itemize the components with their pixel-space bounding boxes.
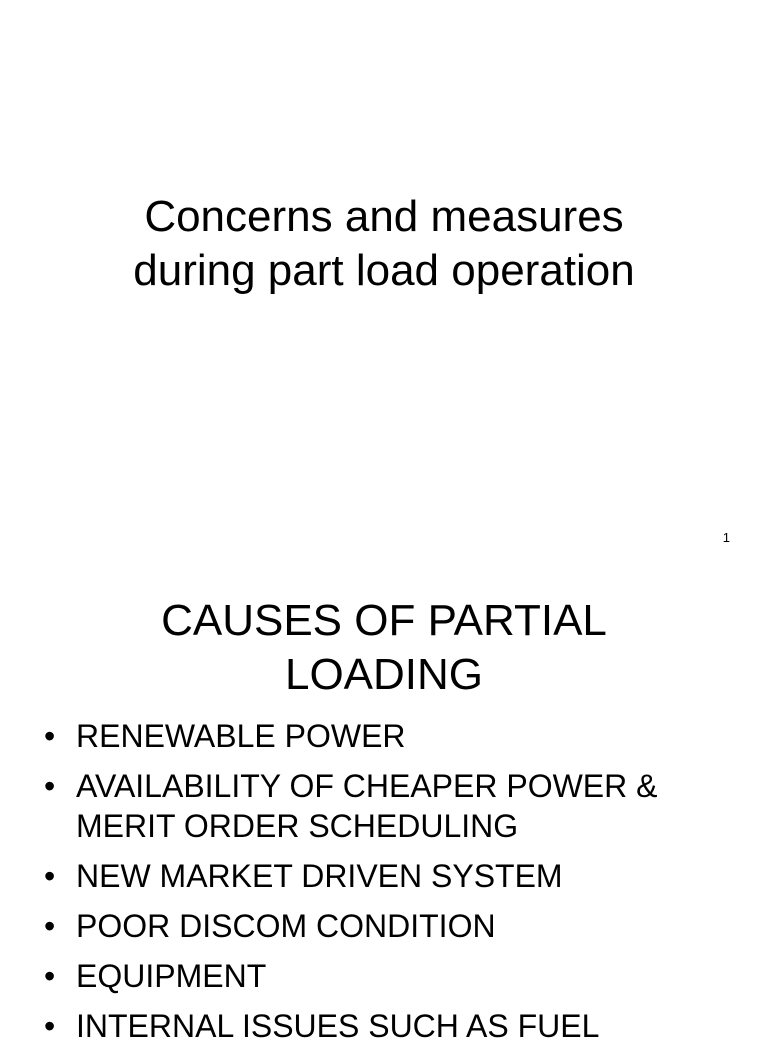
bullet-item — [0, 1006, 768, 1046]
slide-2-title — [0, 594, 768, 702]
bullet-icon: • — [44, 958, 56, 994]
bullet-text: EQUIPMENT — [76, 958, 267, 994]
bullet-icon: • — [44, 858, 56, 894]
slide-1-title-line-1: Concerns and measures — [144, 192, 624, 241]
slide-1-title-line-2: during part load operation — [133, 246, 635, 295]
bullet-text: POOR DISCOM CONDITION — [76, 908, 496, 944]
bullet-item — [0, 956, 768, 996]
bullet-icon: • — [44, 1008, 56, 1044]
bullet-icon: • — [44, 768, 56, 804]
slide-2 — [0, 576, 768, 1044]
slide-1-title — [0, 190, 768, 298]
slide-2-title-line-1: CAUSES OF PARTIAL — [161, 596, 607, 645]
bullet-icon: • — [44, 718, 56, 754]
slide-2-title-line-2: LOADING — [284, 650, 484, 699]
bullet-text: INTERNAL ISSUES SUCH AS FUEL — [76, 1008, 600, 1044]
bullet-text: NEW MARKET DRIVEN SYSTEM — [76, 858, 563, 894]
bullet-text: AVAILABILITY OF CHEAPER POWER & MERIT ORDER SCHEDULING — [76, 768, 658, 844]
bullet-item — [0, 856, 768, 896]
bullet-icon: • — [44, 908, 56, 944]
page-number: 1 — [722, 530, 730, 545]
bullet-item — [0, 766, 768, 846]
bullet-list — [0, 716, 768, 1056]
bullet-item — [0, 906, 768, 946]
bullet-text: RENEWABLE POWER — [76, 718, 406, 754]
bullet-item — [0, 716, 768, 756]
